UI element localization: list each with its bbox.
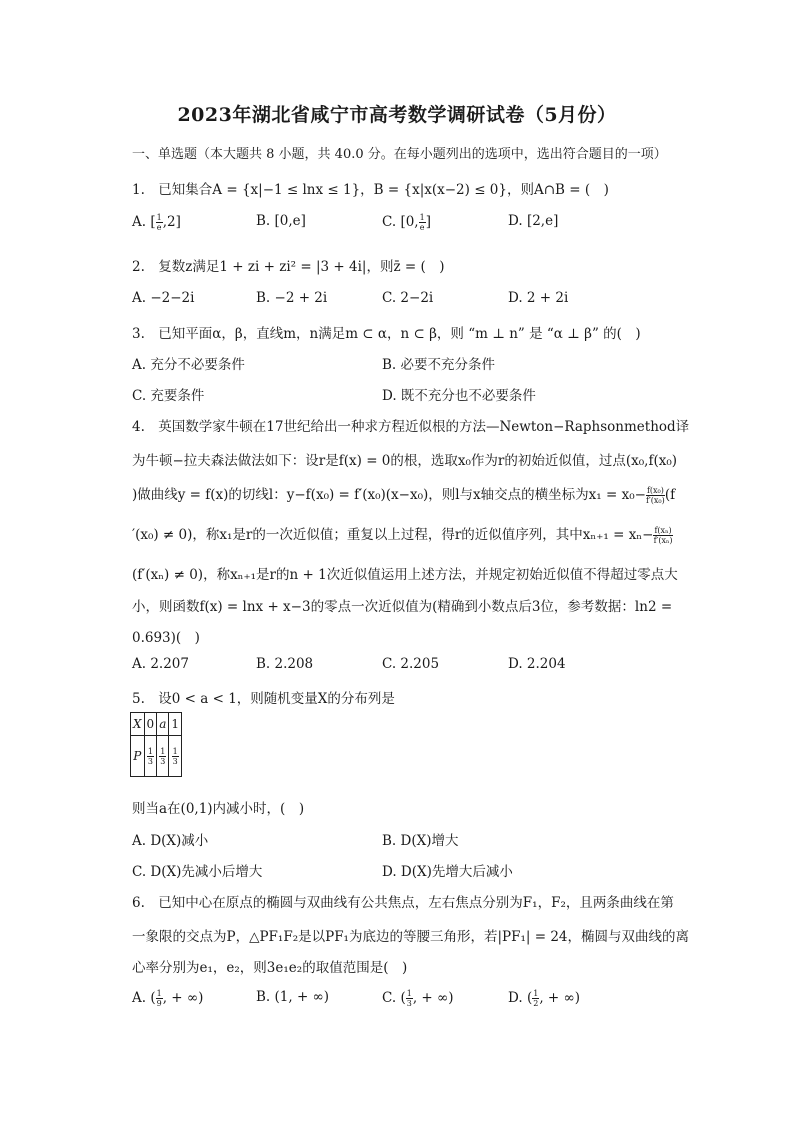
q3-option-a[interactable]: A. 充分不必要条件: [132, 357, 245, 373]
q5-option-d[interactable]: D. D(X)先增大后减小: [382, 864, 513, 880]
q1-option-c[interactable]: C. [0, $\frac{1}{e}$ ]: [382, 213, 431, 232]
q1-option-d[interactable]: D. [2,e]: [508, 213, 559, 229]
question-number: 2.: [132, 259, 145, 275]
q2-option-c[interactable]: C. 2−2i: [382, 290, 434, 306]
section-heading: 一、单选题（本大题共 8 小题，共 40.0 分。在每小题列出的选项中，选出符合题目的一项）: [132, 147, 667, 162]
q2-option-b[interactable]: B. −2 + 2i: [256, 290, 328, 306]
question-stem-line: 已知中心在原点的椭圆与双曲线有公共焦点，左右焦点分别为F₁，F₂，且两条曲线在第: [158, 895, 674, 911]
q2-option-d[interactable]: D. 2 + 2i: [508, 290, 569, 306]
question-5: [132, 687, 395, 707]
question-4: [132, 415, 689, 435]
q5-option-b[interactable]: B. D(X)增大: [382, 833, 459, 849]
q4-option-a[interactable]: A. 2.207: [132, 656, 189, 672]
question-stem: 已知集合A = {x|−1 ≤ lnx ≤ 1}，B = {x|x(x−2) ≤ 0}，则A∩B = ( ): [158, 182, 609, 198]
q4-option-d[interactable]: D. 2.204: [508, 656, 566, 672]
question-4-line: )做曲线y = f(x)的切线l：y−f(x₀) = f′(x₀)(x−x₀)，则l与x轴交点的横坐标为x₁ = x₀− $\frac{\text{f(x₀)}}{\text{f′(x₀)}}$ (f: [132, 486, 676, 505]
question-number: 5.: [132, 691, 145, 707]
q3-option-c[interactable]: C. 充要条件: [132, 388, 205, 404]
q3-option-d[interactable]: D. 既不充分也不必要条件: [382, 388, 536, 404]
question-number: 1.: [132, 182, 145, 198]
question-4-line: 小，则函数f(x) = lnx + x−3的零点一次近似值为(精确到小数点后3位，参考数据：ln2 =: [132, 599, 673, 615]
question-5-followup: 则当a在(0,1)内减小时，( ): [132, 801, 305, 817]
question-stem: 设0 < a < 1，则随机变量X的分布列是: [158, 691, 395, 707]
q1-option-a[interactable]: A. [ $\frac{1}{e}$ ,2]: [132, 213, 181, 232]
q6-option-d[interactable]: D. ( $\frac{1}{2}$ , + ∞): [508, 989, 581, 1008]
q5-option-c[interactable]: C. D(X)先减小后增大: [132, 864, 263, 880]
q1-option-b[interactable]: B. [0,e]: [256, 213, 306, 229]
distribution-table: [130, 712, 182, 777]
fraction: $\frac{\text{f(xₙ)}}{\text{f′(xₙ)}}$: [653, 526, 673, 545]
question-1: [132, 178, 609, 198]
table-cell: a: [157, 713, 169, 736]
table-cell: $\frac{1}{3}$: [144, 736, 157, 777]
question-4-line: 为牛顿−拉夫森法做法如下：设r是f(x) = 0的根，选取x₀作为r的初始近似值，过点(x₀,f(x₀): [132, 453, 678, 469]
question-stem: 复数z满足1 + zi + zi² = |3 + 4i|，则z̄ = ( ): [158, 259, 445, 275]
table-cell: 1: [169, 713, 182, 736]
question-4-line: 0.693)( ): [132, 630, 200, 646]
q6-option-b[interactable]: B. (1, + ∞): [256, 989, 330, 1005]
question-number: 4.: [132, 419, 145, 435]
table-cell: P: [131, 736, 145, 777]
q6-option-a[interactable]: A. ( $\frac{1}{9}$ , + ∞): [132, 989, 204, 1008]
q6-option-c[interactable]: C. ( $\frac{1}{3}$ , + ∞): [382, 989, 454, 1008]
q2-option-a[interactable]: A. −2−2i: [132, 290, 195, 306]
question-3: [132, 322, 641, 342]
q4-option-c[interactable]: C. 2.205: [382, 656, 440, 672]
question-number: 3.: [132, 326, 145, 342]
table-cell: $\frac{1}{3}$: [157, 736, 169, 777]
table-cell: $\frac{1}{3}$: [169, 736, 182, 777]
table-cell: X: [131, 713, 145, 736]
question-6-line: 心率分别为e₁，e₂，则3e₁e₂的取值范围是( ): [132, 960, 408, 976]
question-4-line: (f′(xₙ) ≠ 0)，称xₙ₊₁是r的n + 1次近似值运用上述方法，并规定初始近似值不得超过零点大: [132, 567, 678, 583]
q4-option-b[interactable]: B. 2.208: [256, 656, 314, 672]
question-6-line: 一象限的交点为P，△PF₁F₂是以PF₁为底边的等腰三角形，若|PF₁| = 24，椭圆与双曲线的离: [132, 929, 689, 945]
q3-option-b[interactable]: B. 必要不充分条件: [382, 357, 496, 373]
fraction: $\frac{\text{f(x₀)}}{\text{f′(x₀)}}$: [646, 486, 665, 505]
question-4-line: ′(x₀) ≠ 0)，称x₁是r的一次近似值；重复以上过程，得r的近似值序列，其中xₙ₊₁ = xₙ− $\frac{\text{f(xₙ)}}{\text{f′(xₙ)}}$: [132, 526, 673, 545]
table-cell: 0: [144, 713, 157, 736]
question-stem-line: 英国数学家牛顿在17世纪给出一种求方程近似根的方法—Newton−Raphsonmethod译: [158, 419, 690, 435]
q5-option-a[interactable]: A. D(X)减小: [132, 833, 209, 849]
page-title: 2023年湖北省咸宁市高考数学调研试卷（5月份）: [177, 104, 617, 126]
question-6: [132, 891, 674, 911]
question-number: 6.: [132, 895, 145, 911]
question-stem: 已知平面α，β，直线m，n满足m ⊂ α，n ⊂ β，则 “m ⊥ n” 是 “α ⊥ β” 的( ): [158, 326, 641, 342]
question-2: [132, 255, 444, 275]
